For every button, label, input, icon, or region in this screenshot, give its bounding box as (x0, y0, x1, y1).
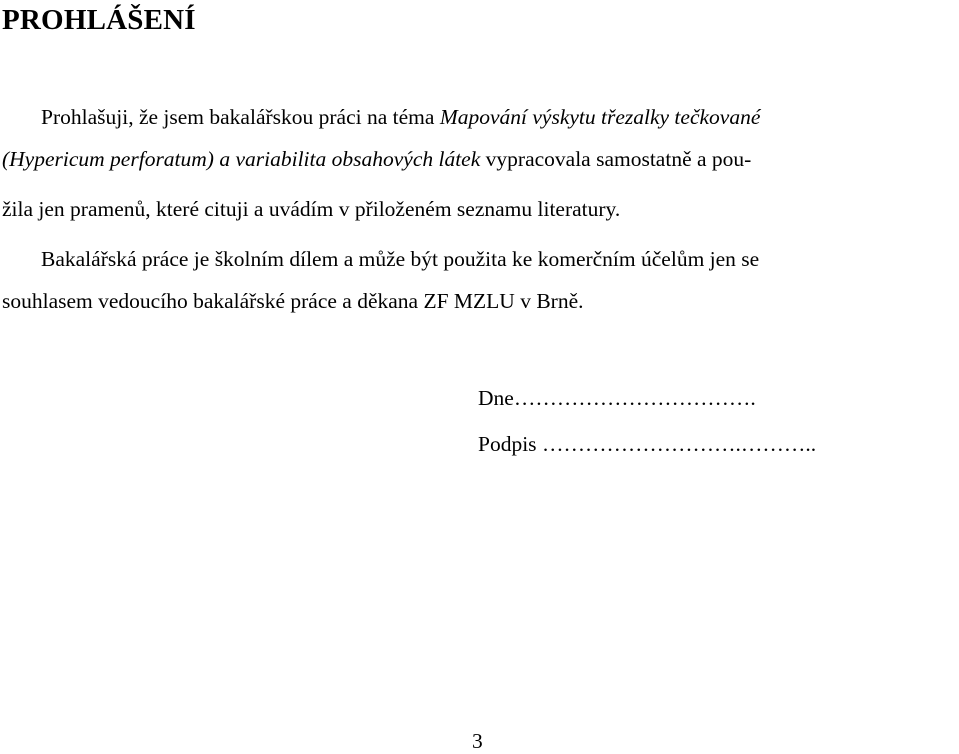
paragraph1-line1-text: Prohlašuji, že jsem bakalářskou práci na téma (41, 105, 440, 129)
thesis-title-part1: Mapování výskytu třezalky tečkované (439, 105, 761, 129)
signature-label: Podpis (478, 432, 537, 456)
date-label: Dne (478, 386, 514, 410)
date-dots: ……………………………. (513, 386, 756, 410)
signature-dots: ……………………….……….. (541, 432, 817, 456)
paragraph1-line3: žila jen pramenů, které cituji a uvádím v přiloženém seznamu literatury. (2, 197, 621, 221)
paragraph2-line2: souhlasem vedoucího bakalářské práce a děkana ZF MZLU v Brně. (2, 289, 584, 313)
paragraph1-line2-text: vypracovala samostatně a pou- (480, 147, 752, 171)
signature-line (478, 431, 816, 457)
date-line (478, 385, 756, 411)
thesis-title-part2: (Hypericum perforatum) a variabilita obsahových látek (2, 147, 481, 171)
page-title: PROHLÁŠENÍ (2, 4, 196, 36)
paragraph2-line1: Bakalářská práce je školním dílem a může být použita ke komerčním účelům jen se (41, 247, 760, 271)
paragraph1-line2 (2, 146, 751, 172)
page-number: 3 (472, 729, 483, 753)
paragraph1-line1 (41, 104, 760, 130)
